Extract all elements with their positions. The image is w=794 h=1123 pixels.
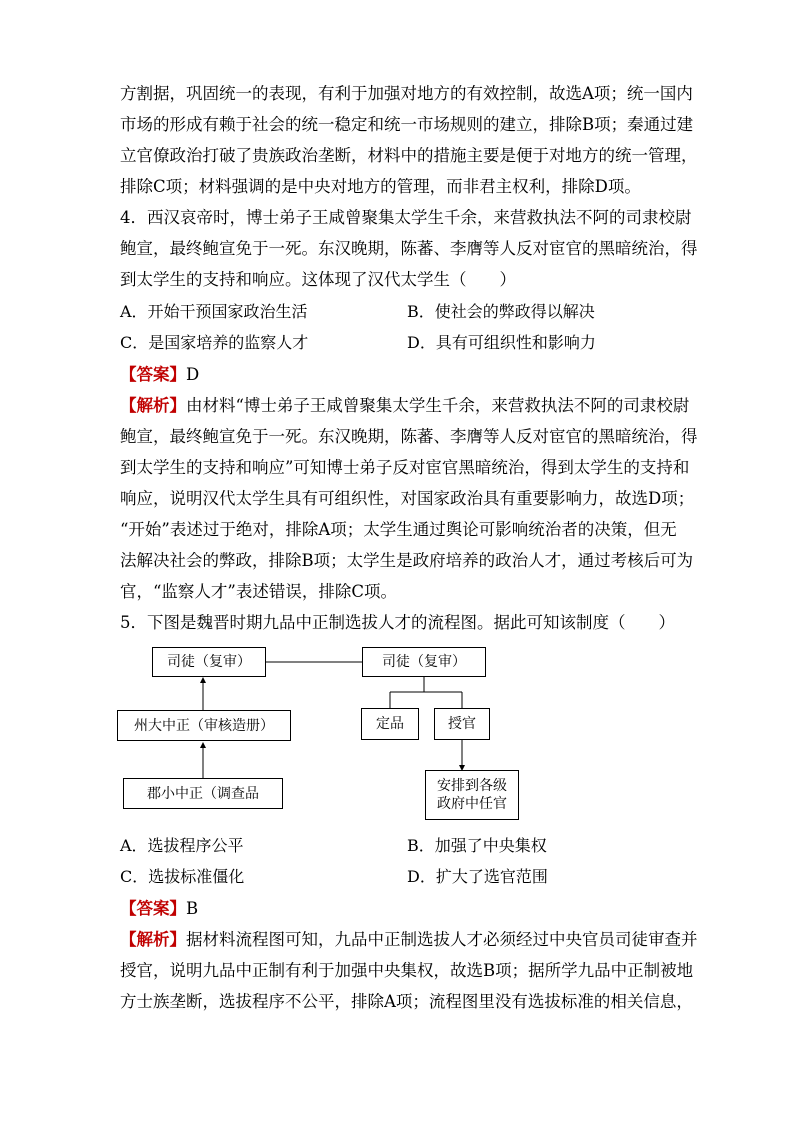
analysis-tag: 【解析】 bbox=[120, 396, 186, 415]
analysis-line: “开始”表述过于绝对，排除A项；太学生通过舆论可影响统治者的决策，但无 bbox=[120, 520, 677, 539]
text-line: 市场的形成有赖于社会的统一稳定和统一市场规则的建立，排除B项；秦通过建 bbox=[120, 115, 694, 134]
option-d: D．扩大了选官范围 bbox=[407, 867, 548, 886]
analysis-line: 授官，说明九品中正制有利于加强中央集权，故选B项；据所学九品中正制被地 bbox=[120, 961, 694, 980]
analysis-line: 响应，说明汉代太学生具有可组织性，对国家政治具有重要影响力，故选D项； bbox=[120, 489, 695, 508]
analysis-line: 到太学生的支持和响应”可知博士弟子反对宦官黑暗统治，得到太学生的支持和 bbox=[120, 458, 690, 477]
answer-tag: 【答案】 bbox=[120, 365, 186, 384]
box-jun-zhongzheng: 郡小中正（调查品 bbox=[123, 778, 283, 809]
option-b: B．使社会的弊政得以解决 bbox=[407, 302, 595, 321]
text-line: 立官僚政治打破了贵族政治垄断，材料中的措施主要是便于对地方的统一管理， bbox=[120, 146, 698, 165]
question-5-stem: 5．下图是魏晋时期九品中正制选拔人才的流程图。据此可知该制度（ ） bbox=[120, 613, 675, 632]
option-c: C．选拔标准僵化 bbox=[120, 867, 245, 886]
box-anpai-line1: 安排到各级 bbox=[437, 778, 507, 794]
analysis-line: 鲍宣，最终鲍宣免于一死。东汉晚期，陈蕃、李膺等人反对宦官的黑暗统治，得 bbox=[120, 427, 698, 446]
analysis-text: 据材料流程图可知，九品中正制选拔人才必须经过中央官员司徒审查并 bbox=[186, 930, 698, 949]
answer-line bbox=[120, 893, 680, 924]
answer-value: B bbox=[186, 899, 199, 918]
box-dingpin: 定品 bbox=[361, 708, 419, 740]
analysis-line: 方士族垄断，选拔程序不公平，排除A项；流程图里没有选拔标准的相关信息， bbox=[120, 992, 693, 1011]
box-situ-right: 司徒（复审） bbox=[362, 647, 486, 677]
answer-tag: 【答案】 bbox=[120, 899, 186, 918]
analysis-line: 法解决社会的弊政，排除B项；太学生是政府培养的政治人才，通过考核后可为 bbox=[120, 551, 694, 570]
answer-value: D bbox=[186, 365, 200, 384]
text-line: 排除C项；材料强调的是中央对地方的管理，而非君主权利，排除D项。 bbox=[120, 177, 641, 196]
analysis-tag: 【解析】 bbox=[120, 930, 186, 949]
box-situ-left: 司徒（复审） bbox=[152, 647, 266, 677]
box-anpai bbox=[425, 770, 519, 820]
analysis-line: 官，“监察人才”表述错误，排除C项。 bbox=[120, 582, 397, 601]
option-c: C．是国家培养的监察人才 bbox=[120, 333, 309, 352]
option-a: A．开始干预国家政治生活 bbox=[120, 302, 308, 321]
option-d: D．具有可组织性和影响力 bbox=[407, 333, 596, 352]
option-a: A．选拔程序公平 bbox=[120, 836, 244, 855]
analysis-text: 由材料“博士弟子王咸曾聚集太学生千余，来营救执法不阿的司隶校尉 bbox=[186, 396, 690, 415]
question-4-stem: 到太学生的支持和响应。这体现了汉代太学生（ ） bbox=[120, 270, 516, 289]
question-4-stem: 4．西汉哀帝时，博士弟子王咸曾聚集太学生千余，来营救执法不阿的司隶校尉 bbox=[120, 208, 692, 227]
question-4-stem: 鲍宣，最终鲍宣免于一死。东汉晚期，陈蕃、李膺等人反对宦官的黑暗统治，得 bbox=[120, 239, 698, 258]
box-anpai-line2: 政府中任官 bbox=[437, 796, 507, 812]
analysis-line bbox=[120, 924, 698, 955]
option-b: B．加强了中央集权 bbox=[407, 836, 547, 855]
box-shouguan: 授官 bbox=[434, 708, 490, 740]
text-line: 方割据，巩固统一的表现，有利于加强对地方的有效控制，故选A项；统一国内 bbox=[120, 84, 693, 103]
box-zhou-zhongzheng: 州大中正（审核造册） bbox=[117, 710, 291, 741]
